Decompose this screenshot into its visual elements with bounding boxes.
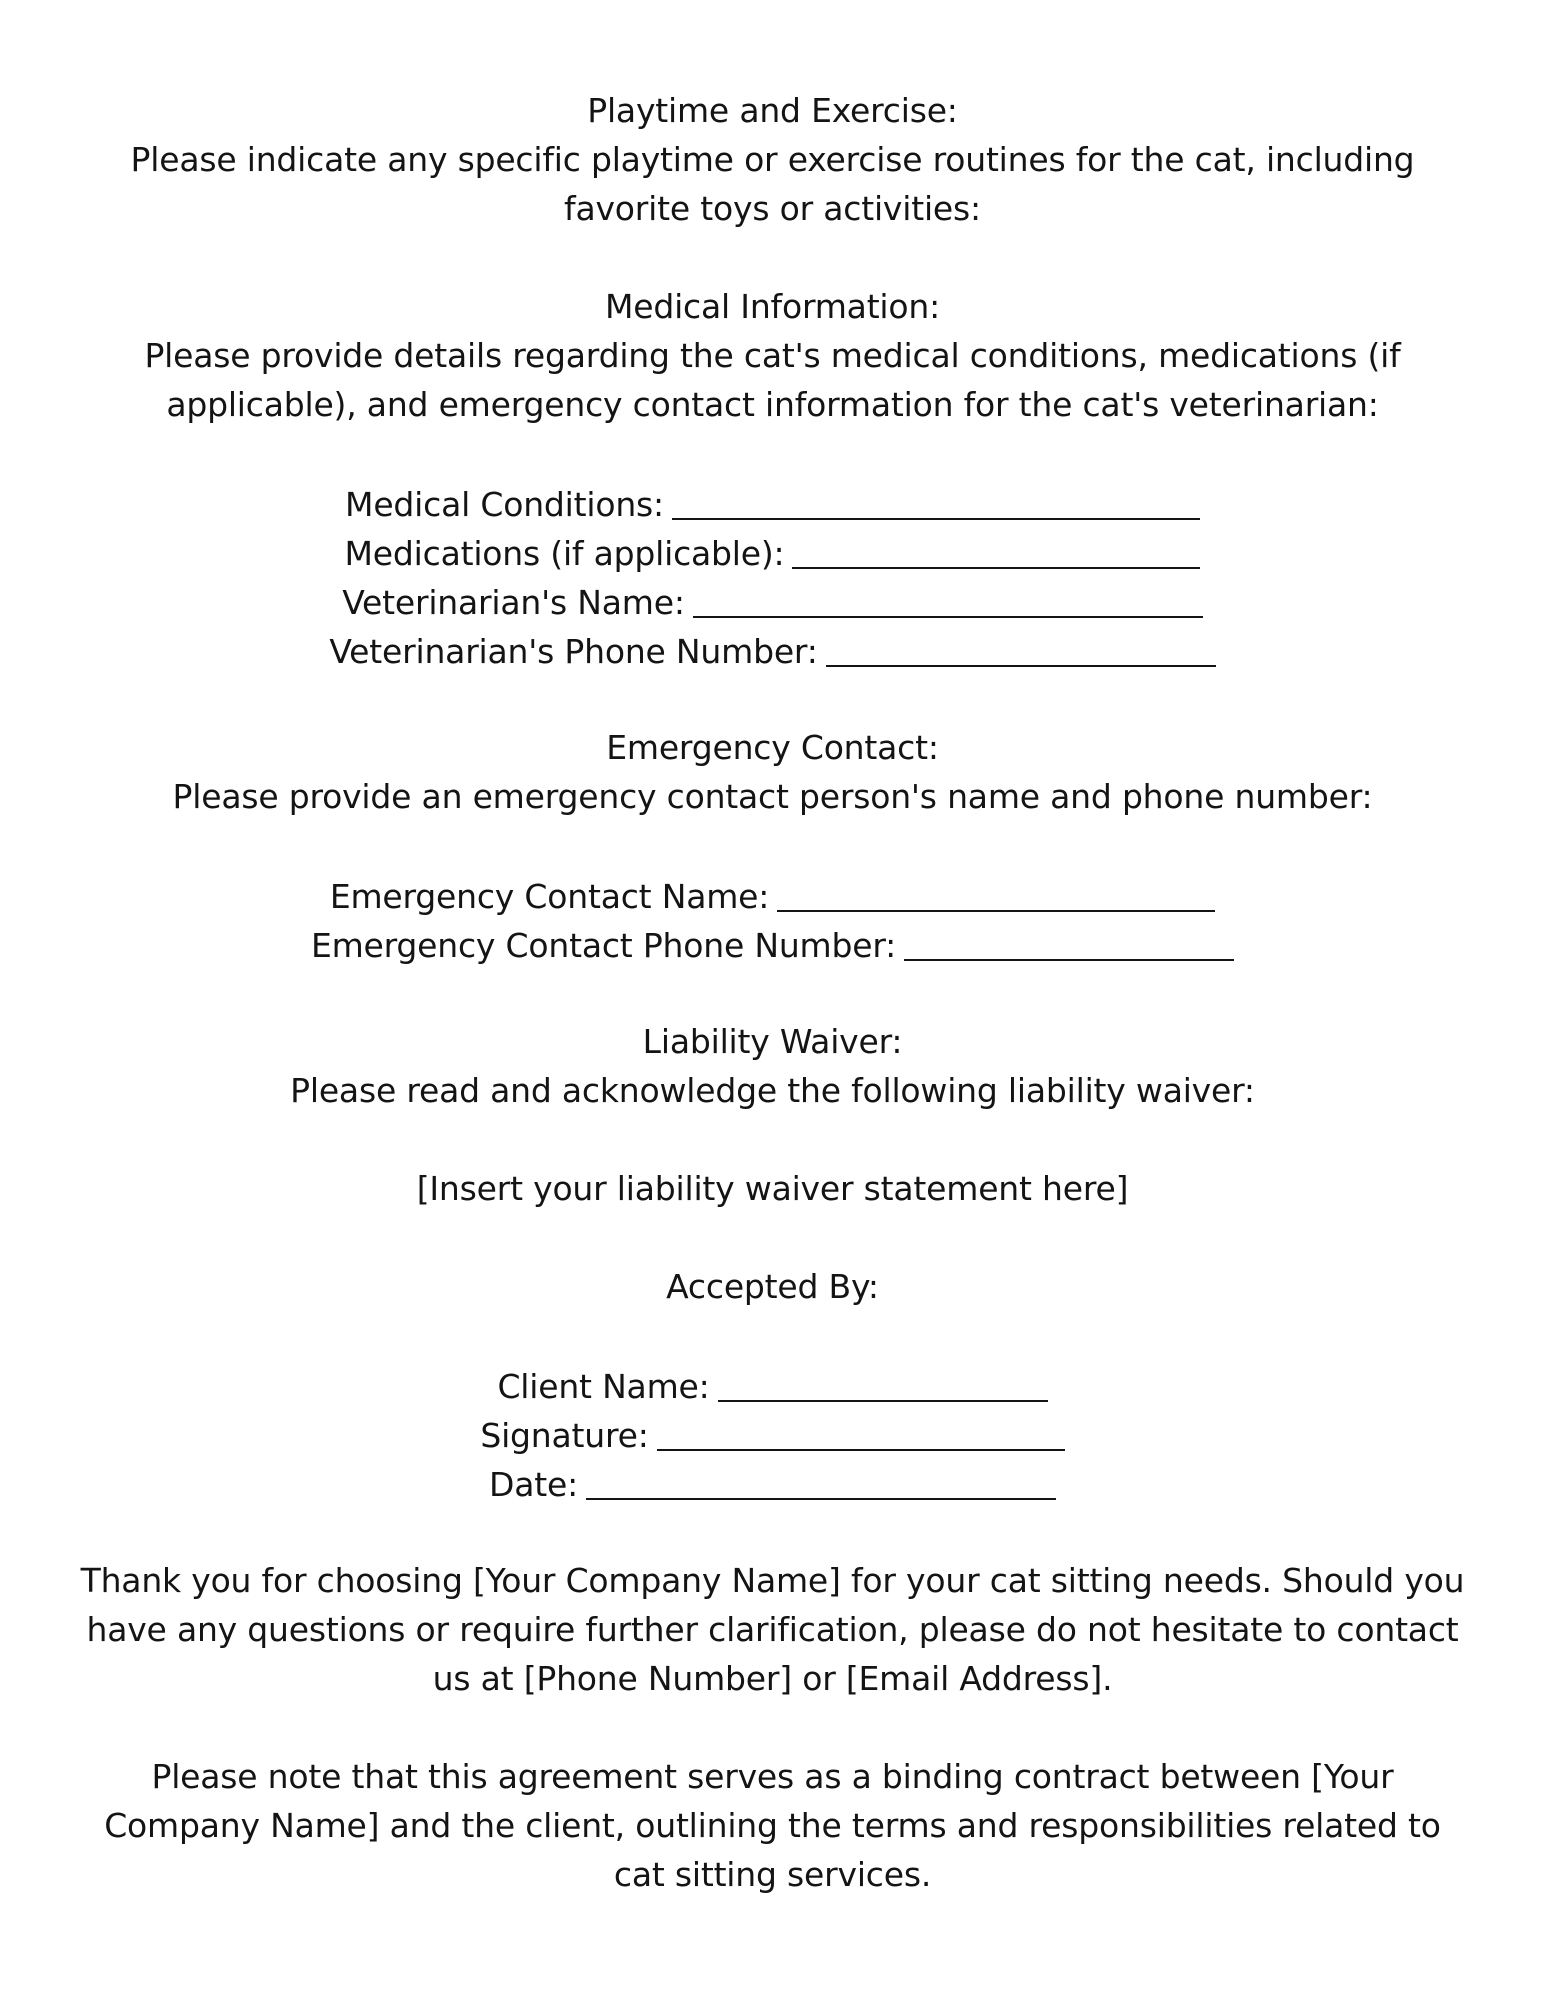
- medical-heading: Medical Information:: [604, 287, 941, 326]
- note-line-3: cat sitting services.: [613, 1855, 932, 1894]
- note-line-2: Company Name] and the client, outlining the terms and responsibilities related to: [104, 1806, 1441, 1845]
- signature-label: Signature:: [480, 1416, 649, 1455]
- waiver-heading: Liability Waiver:: [642, 1022, 903, 1061]
- emergency-name-row: [40, 870, 1505, 921]
- medications-label: Medications (if applicable):: [344, 534, 785, 573]
- acceptance-heading: Accepted By:: [666, 1267, 879, 1306]
- vet-phone-field[interactable]: [826, 629, 1216, 667]
- client-name-row: [40, 1360, 1505, 1411]
- thanks-line-3: us at [Phone Number] or [Email Address].: [432, 1659, 1113, 1698]
- emergency-name-label: Emergency Contact Name:: [329, 877, 770, 916]
- playtime-heading: Playtime and Exercise:: [587, 91, 958, 130]
- medications-row: [40, 527, 1505, 578]
- signature-field[interactable]: [657, 1413, 1065, 1451]
- playtime-instruction-line-1: Please indicate any specific playtime or exercise routines for the cat, including: [130, 140, 1415, 179]
- emergency-instruction: Please provide an emergency contact person's name and phone number:: [172, 777, 1373, 816]
- date-label: Date:: [489, 1465, 578, 1504]
- medications-field[interactable]: [792, 531, 1200, 569]
- thanks-line-1: Thank you for choosing [Your Company Name] for your cat sitting needs. Should you: [80, 1561, 1465, 1600]
- emergency-phone-label: Emergency Contact Phone Number:: [310, 926, 897, 965]
- emergency-heading: Emergency Contact:: [606, 728, 939, 767]
- note-line-1: Please note that this agreement serves as a binding contract between [Your: [151, 1757, 1394, 1796]
- vet-name-label: Veterinarian's Name:: [342, 583, 685, 622]
- thanks-line-2: have any questions or require further clarification, please do not hesitate to contact: [86, 1610, 1459, 1649]
- signature-row: [40, 1409, 1505, 1460]
- emergency-phone-row: [40, 919, 1505, 970]
- emergency-phone-field[interactable]: [904, 923, 1234, 961]
- client-name-field[interactable]: [718, 1364, 1048, 1402]
- waiver-instruction: Please read and acknowledge the following liability waiver:: [290, 1071, 1255, 1110]
- medical-instruction-line-2: applicable), and emergency contact information for the cat's veterinarian:: [166, 385, 1379, 424]
- waiver-statement: [Insert your liability waiver statement here]: [416, 1169, 1129, 1208]
- emergency-name-field[interactable]: [777, 874, 1215, 912]
- date-row: [40, 1458, 1505, 1509]
- vet-name-row: [40, 576, 1505, 627]
- vet-phone-row: [40, 625, 1505, 676]
- medical-conditions-field[interactable]: [672, 482, 1200, 520]
- vet-phone-label: Veterinarian's Phone Number:: [329, 632, 818, 671]
- date-field[interactable]: [586, 1462, 1056, 1500]
- medical-conditions-label: Medical Conditions:: [345, 485, 664, 524]
- vet-name-field[interactable]: [693, 580, 1203, 618]
- medical-instruction-line-1: Please provide details regarding the cat's medical conditions, medications (if: [144, 336, 1401, 375]
- medical-conditions-row: [40, 478, 1505, 529]
- playtime-instruction-line-2: favorite toys or activities:: [564, 189, 981, 228]
- client-name-label: Client Name:: [497, 1367, 710, 1406]
